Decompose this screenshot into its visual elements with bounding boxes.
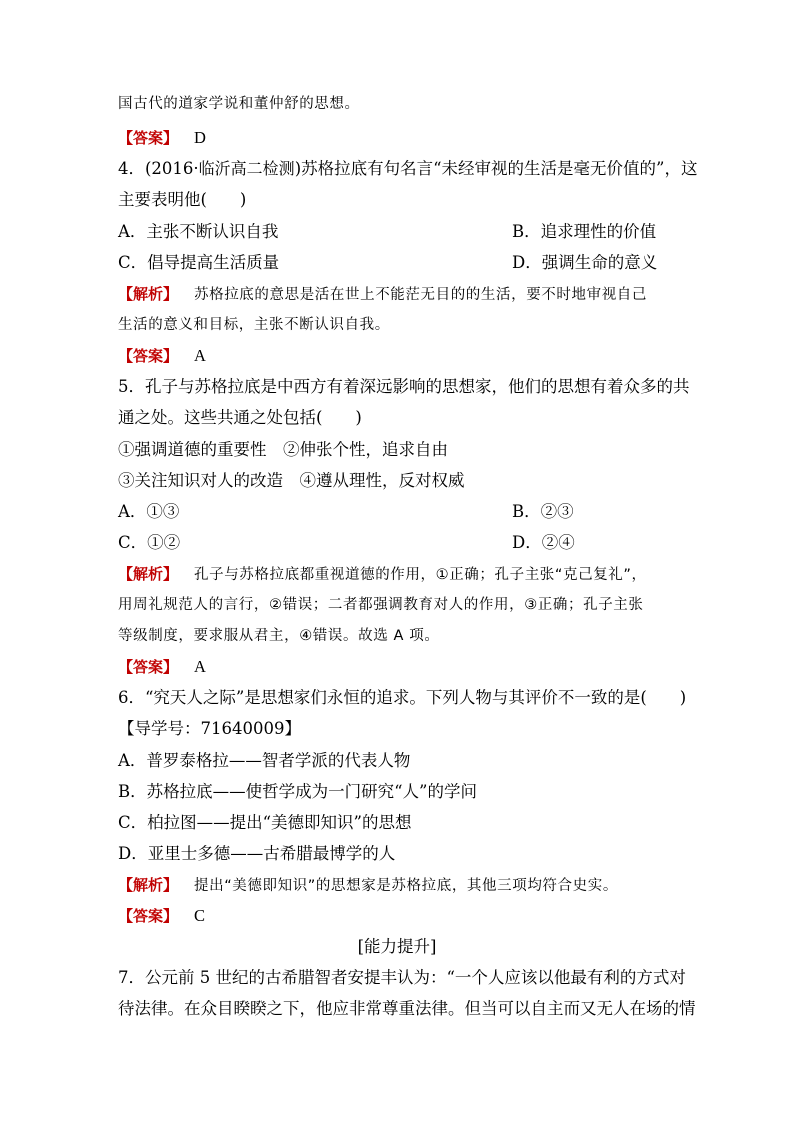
previous-text-tail: 国古代的道家学说和董仲舒的思想。 bbox=[118, 96, 360, 112]
q6-answer-value: C bbox=[194, 906, 206, 925]
q5-analysis-line-2: 用周礼规范人的言行，②错误；二者都强调教育对人的作用，③正确；孔子主张 bbox=[118, 597, 644, 613]
answer-label: 【答案】 bbox=[118, 907, 179, 925]
q5-answer-value: A bbox=[194, 657, 206, 676]
q7-stem-line-2: 待法律。在众目睽睽之下，他应非常尊重法律。但当可以自主而又无人在场的情 bbox=[118, 999, 696, 1018]
q3-answer-line bbox=[118, 126, 206, 150]
analysis-label: 【解析】 bbox=[118, 565, 179, 583]
answer-label: 【答案】 bbox=[118, 347, 179, 365]
q5-stem-line-1: 5．孔子与苏格拉底是中西方有着深远影响的思想家，他们的思想有着众多的共 bbox=[118, 377, 690, 396]
q6-analysis-text: 提出“美德即知识”的思想家是苏格拉底，其他三项均符合史实。 bbox=[194, 878, 618, 894]
q5-option-c: C．①② bbox=[118, 533, 181, 552]
q4-answer-value: A bbox=[194, 346, 206, 365]
q5-analysis-line-3: 等级制度，要求服从君主，④错误。故选 A 项。 bbox=[118, 628, 440, 644]
q5-option-a: A．①③ bbox=[118, 502, 180, 521]
q4-source: 临沂高二检测 bbox=[198, 159, 295, 178]
answer-label: 【答案】 bbox=[118, 129, 179, 147]
q5-items-line-1: ①强调道德的重要性 ②伸张个性，追求自由 bbox=[118, 440, 448, 459]
q7-stem-line-1: 7．公元前 5 世纪的古希腊智者安提丰认为：“一个人应该以他最有利的方式对 bbox=[118, 968, 686, 987]
q6-stem: 6．“究天人之际”是思想家们永恒的追求。下列人物与其评价不一致的是( ) bbox=[118, 688, 687, 707]
q5-option-row-2 bbox=[118, 531, 575, 555]
q5-option-row-1 bbox=[118, 500, 574, 524]
q4-option-b: B．追求理性的价值 bbox=[512, 222, 657, 241]
q5-option-b: B．②③ bbox=[512, 502, 574, 521]
q4-answer-line bbox=[118, 344, 206, 368]
q4-analysis-line-1 bbox=[118, 282, 647, 307]
q6-option-b: B．苏格拉底——使哲学成为一门研究“人”的学问 bbox=[118, 782, 477, 801]
q4-analysis-text-1: 苏格拉底的意思是活在世上不能茫无目的的生活，要不时地审视自己 bbox=[194, 287, 647, 303]
q5-option-d: D．②④ bbox=[512, 533, 575, 552]
q5-items-line-2: ③关注知识对人的改造 ④遵从理性，反对权威 bbox=[118, 471, 465, 490]
q4-option-row-1 bbox=[118, 220, 657, 244]
q5-answer-line bbox=[118, 655, 206, 679]
q5-analysis-line-1 bbox=[118, 562, 647, 587]
q6-option-d: D．亚里士多德——古希腊最博学的人 bbox=[118, 844, 396, 863]
q5-analysis-text-1: 孔子与苏格拉底都重视道德的作用，①正确；孔子主张“克己复礼”， bbox=[194, 567, 647, 583]
q4-stem-line-2: 主要表明他( ) bbox=[118, 190, 247, 209]
analysis-label: 【解析】 bbox=[118, 876, 179, 894]
q4-stem-prefix: 4．(2016· bbox=[118, 159, 199, 178]
q6-option-a: A．普罗泰格拉——智者学派的代表人物 bbox=[118, 751, 411, 770]
q4-stem-suffix: )苏格拉底有句名言“未经审视的生活是毫无价值的”，这 bbox=[294, 159, 698, 178]
section-title: [能力提升] bbox=[357, 937, 437, 956]
q4-option-d: D．强调生命的意义 bbox=[512, 253, 658, 272]
q4-option-a: A．主张不断认识自我 bbox=[118, 222, 279, 241]
q4-option-c: C．倡导提高生活质量 bbox=[118, 253, 280, 272]
answer-label: 【答案】 bbox=[118, 658, 179, 676]
q3-answer-value: D bbox=[194, 128, 206, 147]
q6-option-c: C．柏拉图——提出“美德即知识”的思想 bbox=[118, 813, 412, 832]
q6-guide-number: 【导学号：71640009】 bbox=[118, 719, 301, 738]
q4-analysis-line-2: 生活的意义和目标，主张不断认识自我。 bbox=[118, 317, 390, 333]
q5-stem-line-2: 通之处。这些共通之处包括( ) bbox=[118, 408, 362, 427]
analysis-label: 【解析】 bbox=[118, 285, 179, 303]
q4-option-row-2 bbox=[118, 251, 658, 275]
q6-answer-line bbox=[118, 904, 205, 928]
q6-analysis-line bbox=[118, 873, 618, 898]
q4-stem-line-1 bbox=[118, 157, 698, 181]
